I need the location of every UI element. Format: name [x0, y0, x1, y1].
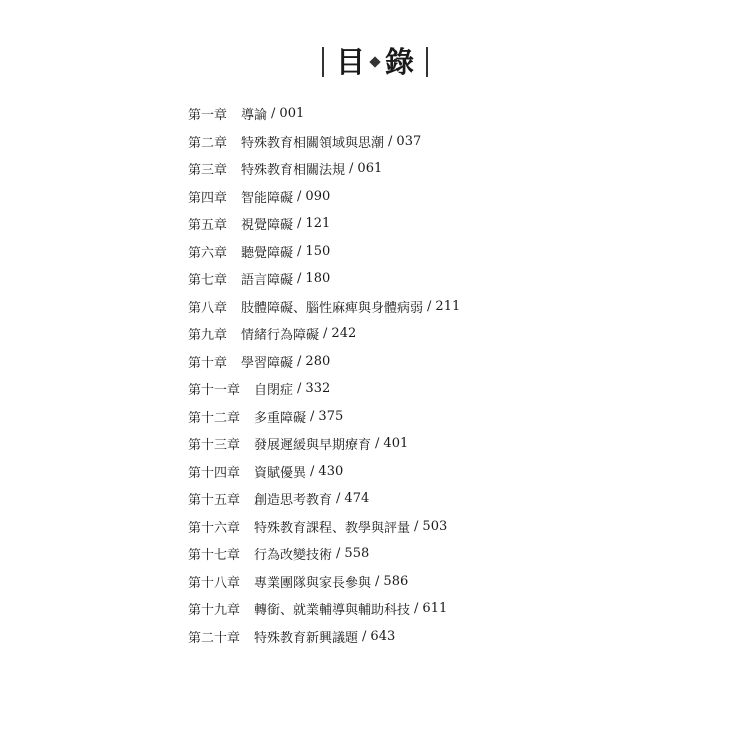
chapter-title: 特殊教育相關領域與思潮 — [241, 135, 385, 151]
page-separator: / — [336, 491, 341, 507]
page-separator: / — [310, 408, 315, 424]
page-separator: / — [297, 216, 302, 232]
toc-entry — [188, 403, 708, 431]
chapter-number: 第七章 — [188, 273, 228, 289]
page-number: 001 — [279, 106, 305, 122]
chapter-title: 轉銜、就業輔導與輔助科技 — [254, 603, 411, 619]
page-number: 503 — [422, 518, 448, 534]
title-char-mu: 目 — [335, 44, 365, 79]
chapter-number: 第十章 — [188, 355, 228, 371]
toc-entry — [188, 238, 708, 266]
title-left-bar — [322, 47, 324, 77]
chapter-number: 第十五章 — [188, 493, 241, 509]
page-separator: / — [323, 326, 328, 342]
page-separator: / — [375, 436, 380, 452]
page-number: 090 — [305, 188, 331, 204]
page-number: 643 — [370, 628, 396, 644]
toc-entry — [188, 265, 708, 293]
chapter-title: 聽覺障礙 — [241, 245, 294, 261]
chapter-title: 肢體障礙、腦性麻痺與身體病弱 — [241, 300, 424, 316]
chapter-title: 語言障礙 — [241, 273, 294, 289]
page-number: 242 — [331, 326, 357, 342]
toc-entry — [188, 155, 708, 183]
toc-entry — [188, 183, 708, 211]
page-separator: / — [297, 381, 302, 397]
page-number: 586 — [383, 573, 409, 589]
toc-entry — [188, 128, 708, 156]
chapter-title: 特殊教育新興議題 — [254, 630, 359, 646]
chapter-title: 專業團隊與家長參與 — [254, 575, 372, 591]
page-separator: / — [427, 298, 432, 314]
page-separator: / — [271, 106, 276, 122]
page-separator: / — [375, 573, 380, 589]
chapter-number: 第六章 — [188, 245, 228, 261]
chapter-number: 第一章 — [188, 108, 228, 124]
page-separator: / — [297, 188, 302, 204]
chapter-number: 第十三章 — [188, 438, 241, 454]
page-number: 430 — [318, 463, 344, 479]
chapter-title: 智能障礙 — [241, 190, 294, 206]
title-right-bar — [426, 47, 428, 77]
toc-entry — [188, 210, 708, 238]
page-number: 611 — [422, 601, 448, 617]
chapter-number: 第十一章 — [188, 383, 241, 399]
title-char-lu: 錄 — [385, 44, 415, 79]
chapter-number: 第十九章 — [188, 603, 241, 619]
chapter-number: 第四章 — [188, 190, 228, 206]
chapter-number: 第八章 — [188, 300, 228, 316]
page-number: 474 — [344, 491, 370, 507]
page-number: 332 — [305, 381, 331, 397]
table-of-contents — [188, 100, 708, 650]
page-number: 061 — [357, 161, 383, 177]
chapter-title: 多重障礙 — [254, 410, 307, 426]
chapter-number: 第十二章 — [188, 410, 241, 426]
toc-entry — [188, 485, 708, 513]
chapter-title: 發展遲緩與早期療育 — [254, 438, 372, 454]
chapter-number: 第十六章 — [188, 520, 241, 536]
chapter-title: 導論 — [241, 108, 268, 124]
chapter-title: 情緒行為障礙 — [241, 328, 320, 344]
toc-entry — [188, 595, 708, 623]
chapter-number: 第十八章 — [188, 575, 241, 591]
toc-entry — [188, 320, 708, 348]
chapter-title: 自閉症 — [254, 383, 294, 399]
chapter-title: 特殊教育相關法規 — [241, 163, 346, 179]
page-number: 180 — [305, 271, 331, 287]
page-number: 037 — [396, 133, 422, 149]
page-title — [0, 40, 750, 84]
toc-entry — [188, 348, 708, 376]
toc-entry — [188, 293, 708, 321]
page-number: 150 — [305, 243, 331, 259]
toc-entry — [188, 540, 708, 568]
chapter-number: 第二十章 — [188, 630, 241, 646]
toc-entry — [188, 568, 708, 596]
toc-entry — [188, 513, 708, 541]
toc-entry — [188, 458, 708, 486]
chapter-number: 第九章 — [188, 328, 228, 344]
chapter-number: 第三章 — [188, 163, 228, 179]
chapter-title: 行為改變技術 — [254, 548, 333, 564]
chapter-title: 資賦優異 — [254, 465, 307, 481]
toc-entry — [188, 100, 708, 128]
chapter-title: 創造思考教育 — [254, 493, 333, 509]
page-separator: / — [362, 628, 367, 644]
page-separator: / — [297, 271, 302, 287]
chapter-number: 第十四章 — [188, 465, 241, 481]
diamond-icon — [369, 56, 380, 67]
page-separator: / — [414, 601, 419, 617]
page-separator: / — [336, 546, 341, 562]
toc-entry — [188, 430, 708, 458]
page-number: 558 — [344, 546, 370, 562]
chapter-title: 視覺障礙 — [241, 218, 294, 234]
page-separator: / — [414, 518, 419, 534]
page-separator: / — [388, 133, 393, 149]
page-separator: / — [349, 161, 354, 177]
chapter-title: 特殊教育課程、教學與評量 — [254, 520, 411, 536]
page-number: 280 — [305, 353, 331, 369]
page-separator: / — [310, 463, 315, 479]
chapter-number: 第二章 — [188, 135, 228, 151]
page-separator: / — [297, 243, 302, 259]
chapter-title: 學習障礙 — [241, 355, 294, 371]
toc-entry — [188, 623, 708, 651]
page-separator: / — [297, 353, 302, 369]
page-number: 401 — [383, 436, 409, 452]
page-number: 211 — [435, 298, 461, 314]
page-number: 375 — [318, 408, 344, 424]
toc-entry — [188, 375, 708, 403]
chapter-number: 第十七章 — [188, 548, 241, 564]
page-number: 121 — [305, 216, 331, 232]
chapter-number: 第五章 — [188, 218, 228, 234]
